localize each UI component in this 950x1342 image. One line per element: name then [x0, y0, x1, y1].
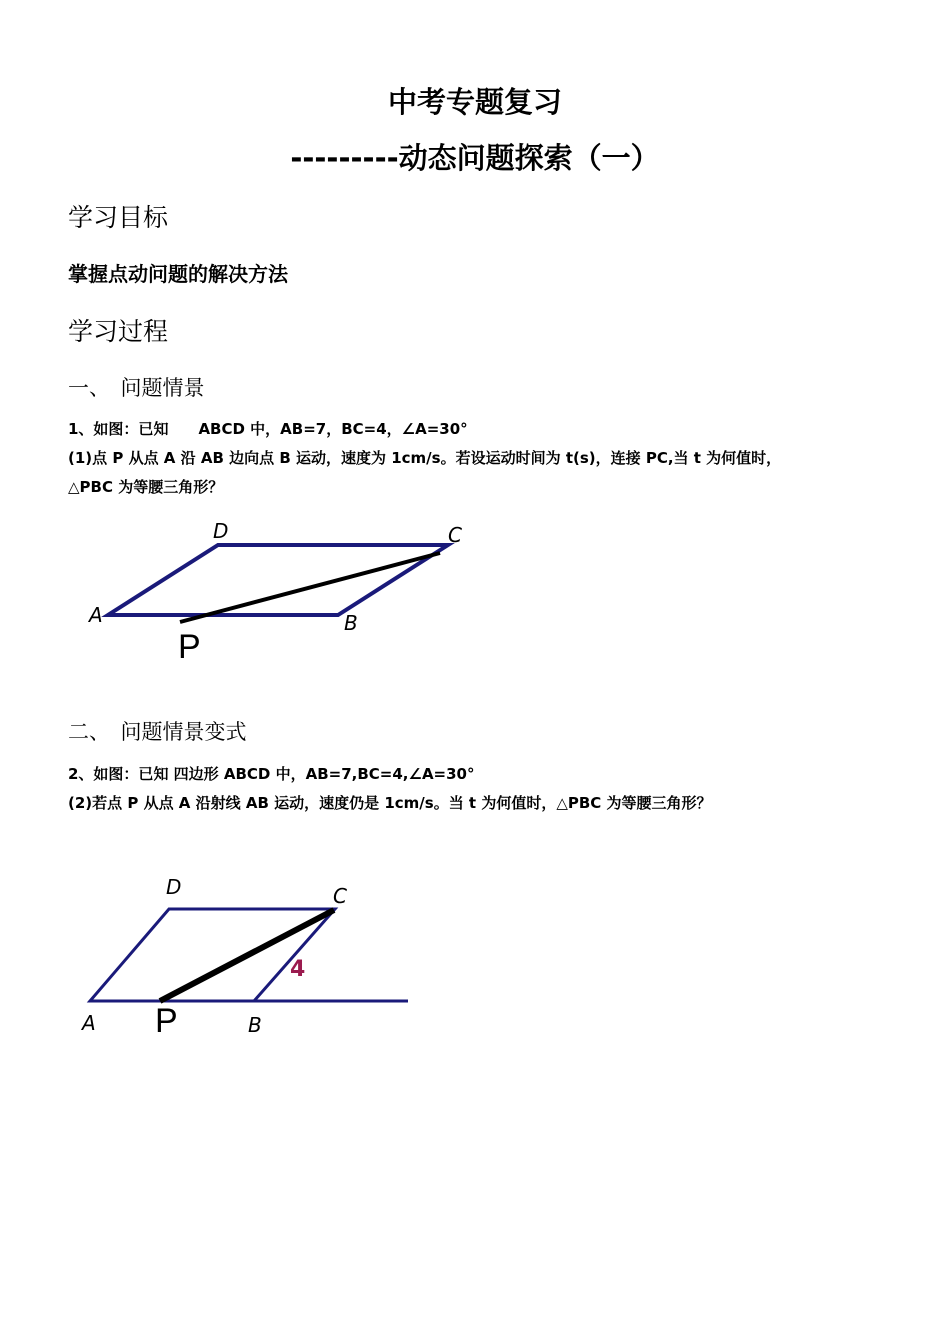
figure2-label-b: B [248, 1013, 262, 1037]
section1-line2: (1)点 P 从点 A 沿 AB 边向点 B 运动，速度为 1cm/s。若设运动时间为 t(s)，连接 PC,当 t 为何值时， [68, 449, 782, 467]
figure1-label-a: A [89, 603, 103, 627]
figure1-label-d: D [213, 519, 229, 543]
section2-line2: (2)若点 P 从点 A 沿射线 AB 运动，速度仍是 1cm/s。当 t 为何值时，△PBC 为等腰三角形？ [68, 794, 712, 812]
figure1-label-c: C [448, 523, 462, 547]
goal-text: 掌握点动问题的解决方法 [68, 262, 288, 286]
figure2-label-d: D [166, 875, 182, 899]
process-heading: 学习过程 [68, 317, 169, 346]
figure2-label-side: 4 [290, 957, 306, 982]
section2-line1: 2、如图：已知 四边形 ABCD 中，AB=7,BC=4,∠A=30° [68, 765, 475, 783]
figure2-label-p: P [155, 1002, 178, 1040]
figure2-label-a: A [82, 1011, 96, 1035]
page-subtitle: ---------动态问题探索（一） [290, 141, 660, 175]
section1-heading: 一、 问题情景 [68, 376, 205, 400]
figure1-label-p: P [178, 628, 201, 666]
section2-heading: 二、 问题情景变式 [68, 720, 247, 744]
page-title: 中考专题复习 [387, 85, 562, 119]
section1-line3: △PBC 为等腰三角形？ [68, 478, 224, 496]
figure2-segment-pc [160, 910, 334, 1001]
goal-heading: 学习目标 [68, 203, 169, 232]
section1-line1: 1、如图：已知 ABCD 中，AB=7，BC=4，∠A=30° [68, 420, 468, 438]
figure2-label-c: C [333, 884, 347, 908]
figure1-label-b: B [344, 611, 358, 635]
